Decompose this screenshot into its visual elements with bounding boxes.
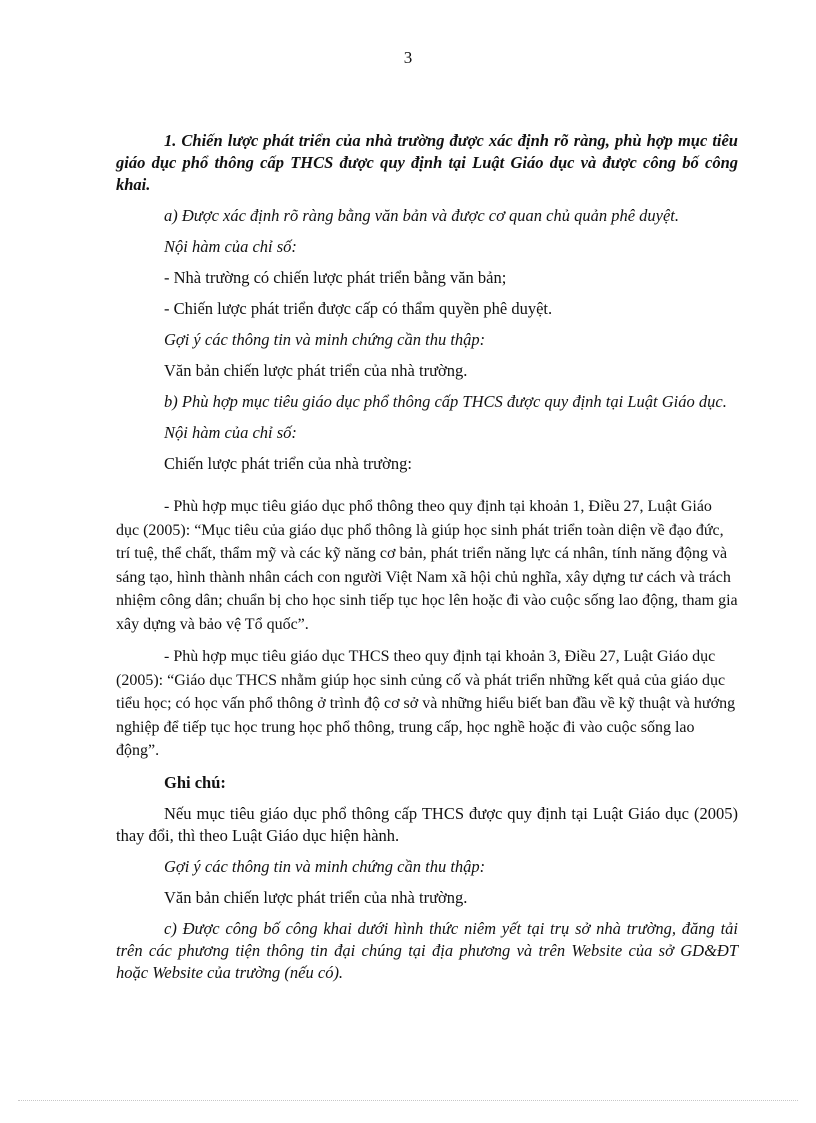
- section-b-quote-1: - Phù hợp mục tiêu giáo dục phổ thông theo quy định tại khoản 1, Điều 27, Luật Giáo dục (2005): “Mục tiêu của giáo dục phổ thông là giúp học sinh phát triển toàn diện về đạo đức, trí tuệ, thể chất, thẩm mỹ và các kỹ năng cơ bản, phát triển năng lực cá nhân, tính năng động và sáng tạo, hình thành nhân cách con người Việt Nam xã hội chủ nghĩa, xây dựng tư cách và trách nhiệm công dân; chuẩn bị cho học sinh tiếp tục học lên hoặc đi vào cuộc sống lao động, tham gia xây dựng và bảo vệ Tổ quốc”.: [116, 498, 738, 633]
- page-number: 3: [403, 48, 413, 67]
- section-b-evidence: Văn bản chiến lược phát triển của nhà trường.: [164, 887, 468, 907]
- section-a-evidence-label: Gợi ý các thông tin và minh chứng cần thu thập:: [164, 330, 486, 349]
- note-text: Nếu mục tiêu giáo dục phổ thông cấp THCS được quy định tại Luật Giáo dục (2005) thay đổi, thì theo Luật Giáo dục hiện hành.: [116, 803, 738, 845]
- section-a-title: a) Được xác định rõ ràng bằng văn bản và được cơ quan chủ quản phê duyệt.: [164, 206, 680, 225]
- section-b-title: b) Phù hợp mục tiêu giáo dục phổ thông cấp THCS được quy định tại Luật Giáo dục.: [164, 392, 727, 411]
- section-b-quote-2: - Phù hợp mục tiêu giáo dục THCS theo quy định tại khoản 3, Điều 27, Luật Giáo dục (2005): “Giáo dục THCS nhằm giúp học sinh củng cố và phát triển những kết quả của giáo dục tiểu học; có học vấn phổ thông ở trình độ cơ sở và những hiểu biết ban đầu về kỹ thuật và hướng nghiệp để tiếp tục học trung học phổ thông, trung cấp, học nghề hoặc đi vào cuộc sống lao động”.: [116, 648, 736, 759]
- criterion-heading: 1. Chiến lược phát triển của nhà trường được xác định rõ ràng, phù hợp mục tiêu giáo dục phổ thông cấp THCS được quy định tại Luật Giáo dục và được công bố công khai.: [116, 131, 738, 194]
- page-content: [116, 130, 738, 984]
- section-a-item-2: - Chiến lược phát triển được cấp có thẩm quyền phê duyệt.: [164, 299, 553, 318]
- section-b-content-label: Nội hàm của chỉ số:: [164, 423, 297, 442]
- section-a-evidence: Văn bản chiến lược phát triển của nhà trường.: [164, 361, 468, 380]
- note-label: Ghi chú:: [164, 772, 226, 792]
- section-b-intro: Chiến lược phát triển của nhà trường:: [164, 454, 412, 473]
- section-c-title: c) Được công bố công khai dưới hình thức niêm yết tại trụ sở nhà trường, đăng tải trên các phương tiện thông tin đại chúng tại địa phương và trên Website của sở GD&ĐT hoặc Website của trường (nếu có).: [116, 918, 738, 982]
- section-a-item-1: - Nhà trường có chiến lược phát triển bằng văn bản;: [164, 268, 507, 287]
- section-b-evidence-label: Gợi ý các thông tin và minh chứng cần thu thập:: [164, 856, 486, 876]
- section-a-content-label: Nội hàm của chỉ số:: [164, 237, 297, 256]
- footer-divider: [18, 1100, 798, 1101]
